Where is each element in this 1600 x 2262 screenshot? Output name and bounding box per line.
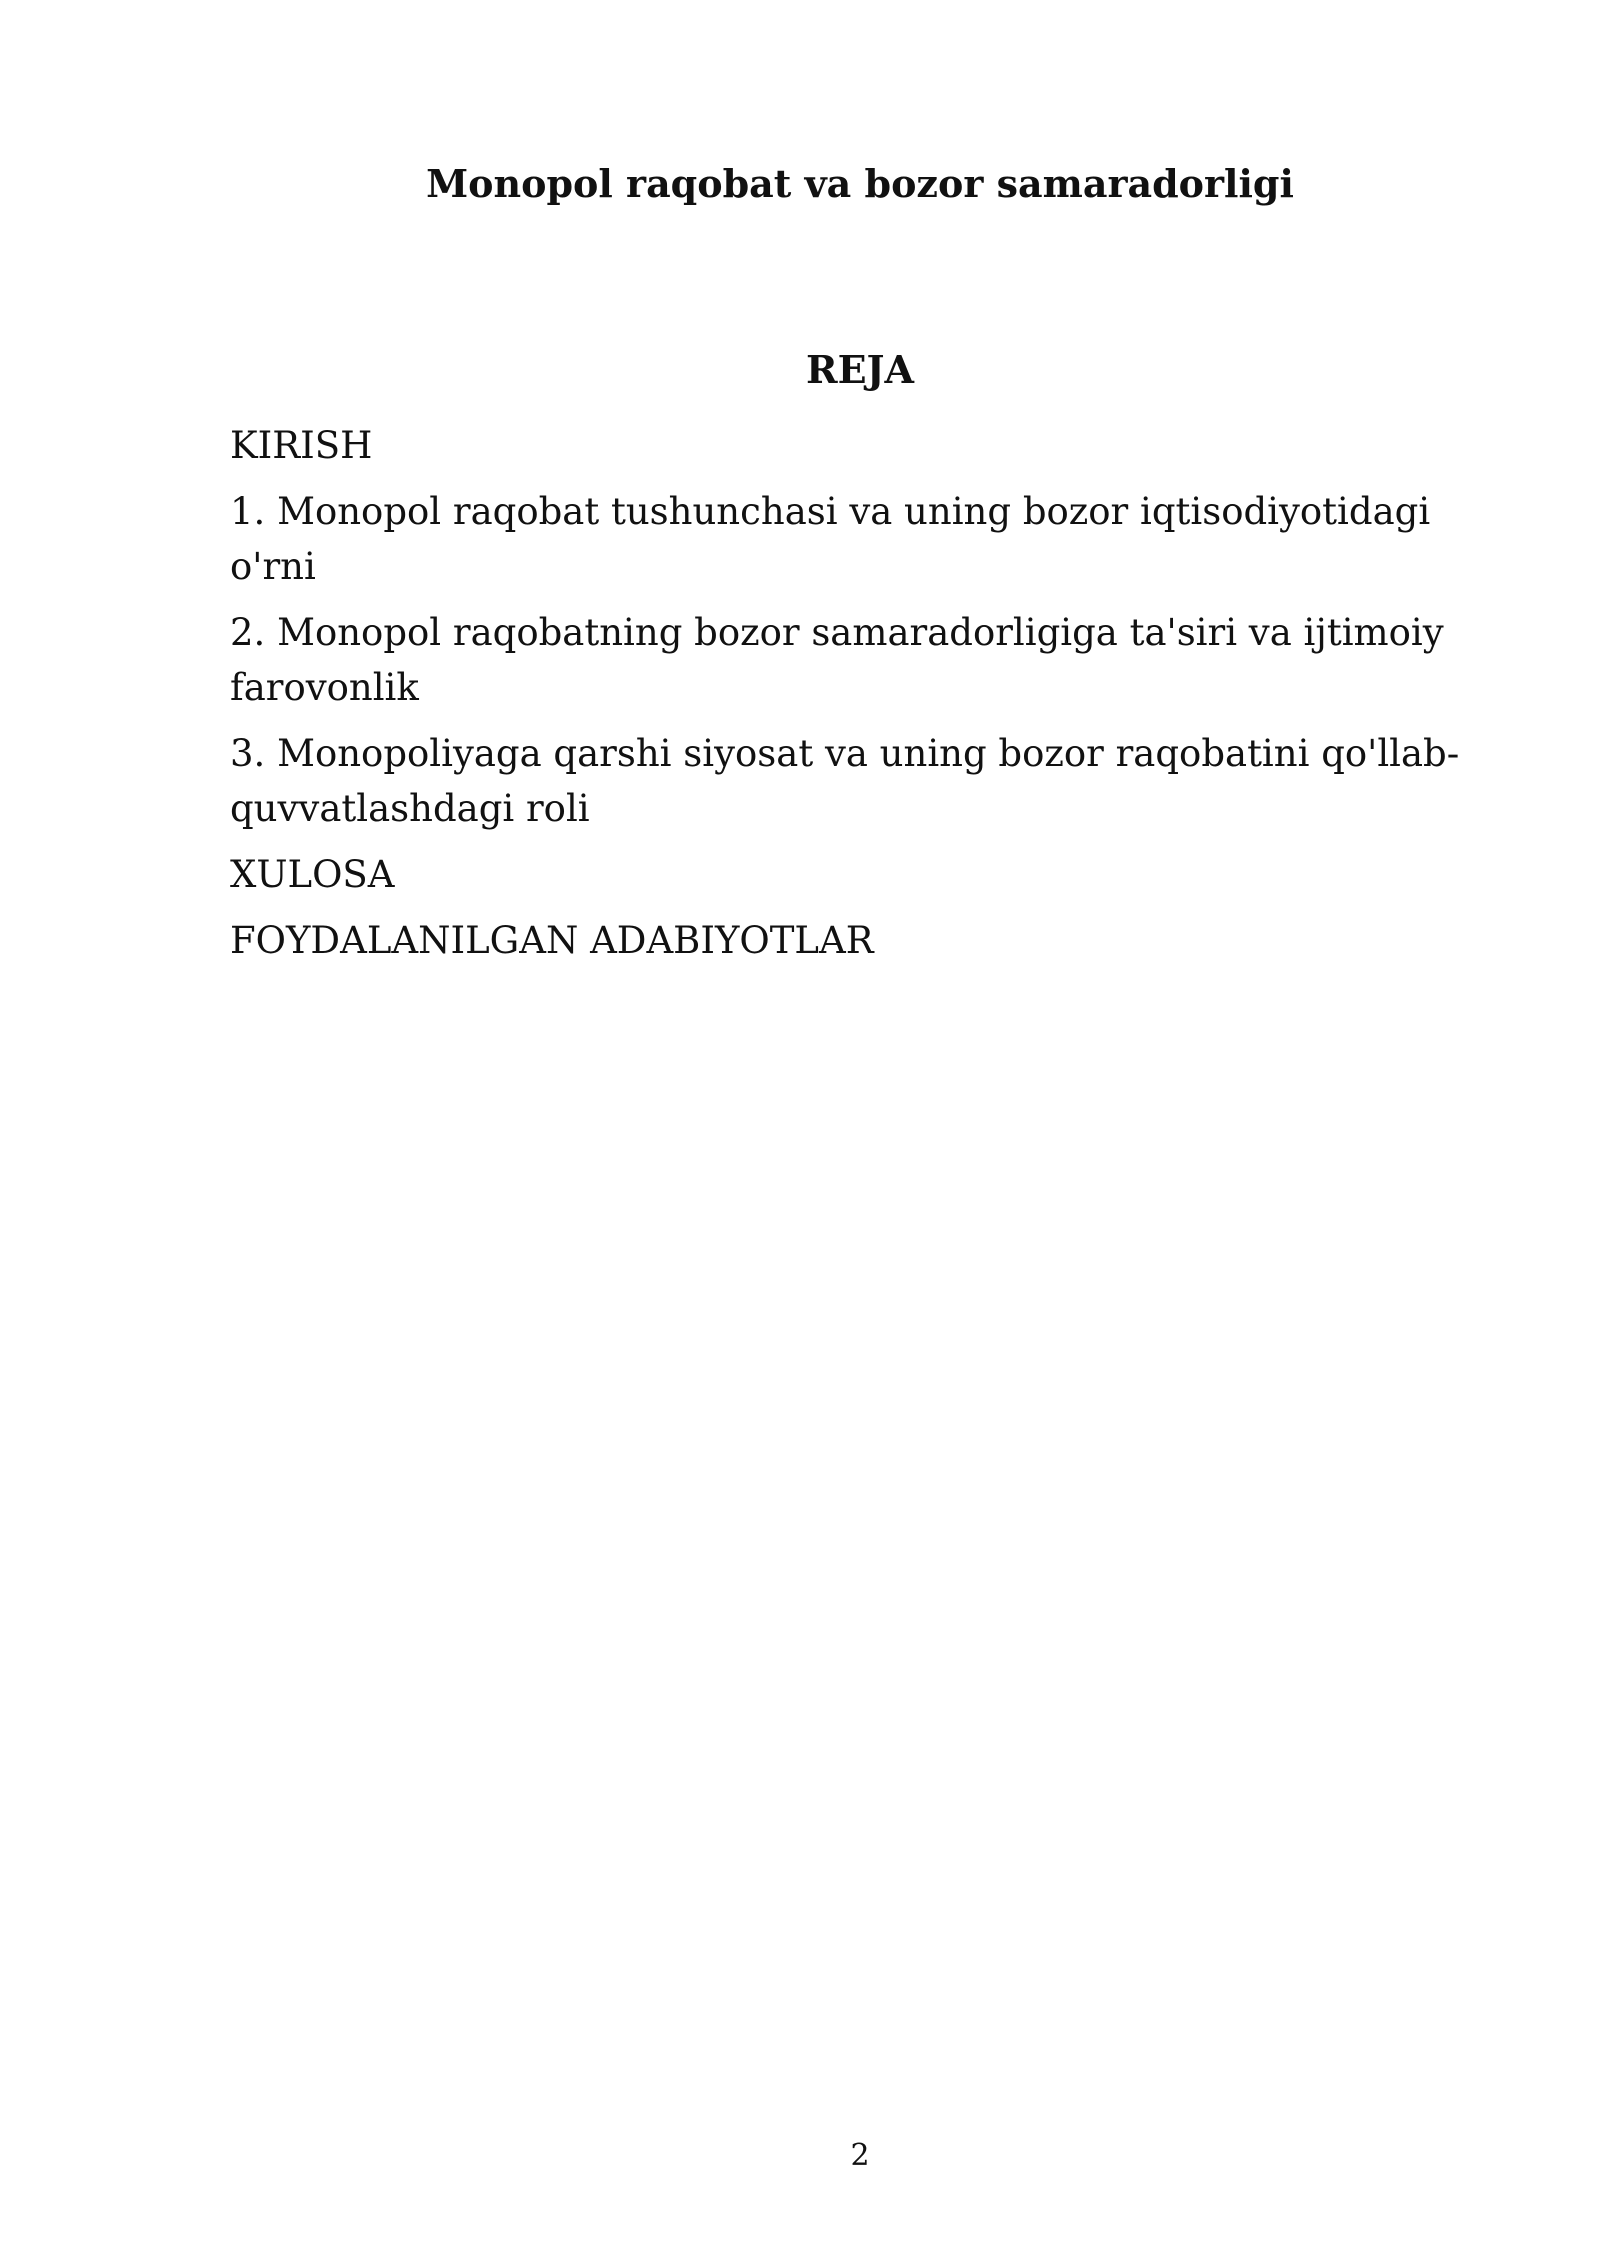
plan-item-introduction: KIRISH — [230, 424, 373, 467]
plan-item-conclusion: XULOSA — [230, 853, 395, 896]
plan-heading: REJA — [805, 347, 914, 392]
plan-item-section-2: 2. Monopol raqobatning bozor samaradorligiga ta'siri va ijtimoiy farovonlik — [230, 611, 1444, 709]
plan-item-section-1: 1. Monopol raqobat tushunchasi va uning bozor iqtisodiyotidagi o'rni — [230, 490, 1431, 588]
plan-list — [230, 418, 1500, 979]
document-title: Monopol raqobat va bozor samaradorligi — [426, 161, 1294, 206]
plan-item-references: FOYDALANILGAN ADABIYOTLAR — [230, 919, 874, 962]
page-number: 2 — [850, 2138, 870, 2173]
plan-item-section-3: 3. Monopoliyaga qarshi siyosat va uning bozor raqobatini qo'llab-quvvatlashdagi roli — [230, 732, 1460, 830]
